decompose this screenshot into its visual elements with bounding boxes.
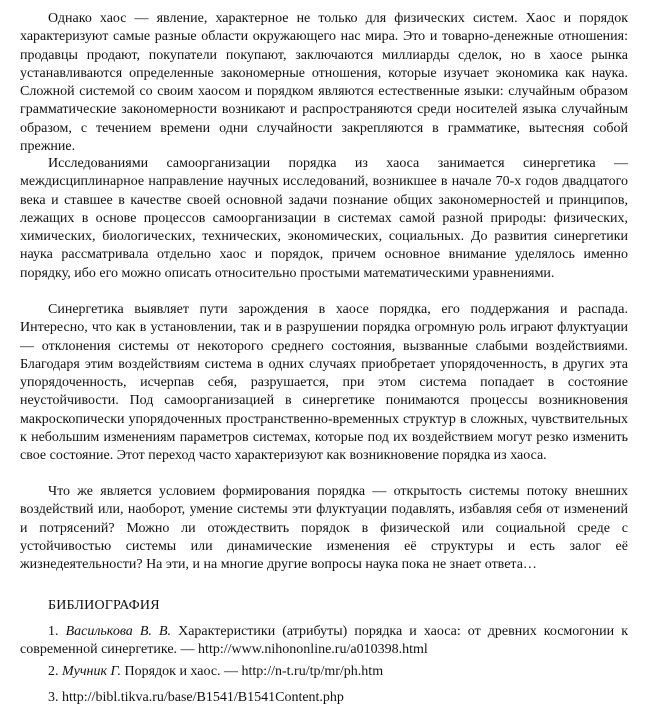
bibliography-number: 2.	[48, 664, 59, 679]
paragraph-chaos-systems: Однако хаос — явление, характерное не только для физических систем. Хаос и порядок характеризуют самые разные области окружающего нас мира. Это и товарно-денежные отношения: продавцы продают, покупатели покупают, заключаются миллиарды сделок, но в хаосе рынка устанавливаются определенные закономерные отношения, которые изучает экономика как наука. Сложной системой со своим хаосом и порядком являются естественные языки: случайным образом грамматические закономерности возникают и распространяются среди носителей языка случайным образом, с течением времени одни случайности закрепляются в грамматике, вытесняя собой прежние.	[20, 11, 628, 155]
bibliography-text: http://bibl.tikva.ru/base/B1541/B1541Content.php	[62, 690, 344, 705]
bibliography-item	[20, 623, 628, 660]
paragraph-fluctuations: Синергетика выявляет пути зарождения в хаосе порядка, его поддержания и распада. Интересно, что как в установлении, так и в разрушении порядка огромную роль играют флуктуации — отклонения системы от некоторого среднего состояния, вызванные слабыми воздействиями. Благодаря этим воздействиям система в одних случаях приобретает упорядоченность, в других эта упорядоченность, исчерпав себя, разрушается, при этом система попадает в состояние неустойчивости. Под самоорганизацией в синергетике понимаются процессы возникновения макроскопически упорядоченных пространственно-временных структур в сложных, чувствительных к небольшим изменениям параметров системах, которые под их воздействием могут резко изменить свое состояние. Этот переход часто характеризуют как возникновение порядка из хаоса.	[20, 302, 628, 464]
bibliography-text: Порядок и хаос. — http://n-t.ru/tp/mr/ph.htm	[124, 664, 384, 679]
paragraph-synergetics-definition: Исследованиями самоорганизации порядка из хаоса занимается синергетика — междисциплинарное направление научных исследований, возникшее в начале 70-х годов двадцатого века и ставшее в качестве своей основной задачи познание общих закономерностей и принципов, лежащих в основе процессов самоорганизации в системах самой разной природы: физических, химических, биологических, технических, экономических, социальных. До развития синергетики наука рассматривала отдельно хаос и порядок, причем основное внимание уделялось именно порядку, ибо его можно описать относительно простыми математическими уравнениями.	[20, 156, 628, 281]
bibliography-author: Мучник Г.	[62, 664, 121, 679]
bibliography-number: 1.	[48, 624, 59, 639]
bibliography-number: 3.	[48, 690, 59, 705]
bibliography-text: Характеристики (атрибуты) порядка и хаоса: от древних космогонии к современной синергетике. — http://www.nihononline.ru/a010398.html	[20, 624, 629, 658]
paragraph-open-questions: Что же является условием формирования порядка — открытость системы потоку внешних воздействий или, наоборот, умение системы эти флуктуации подавлять, избавляя себя от изменений и потрясений? Можно ли отождествить порядок в физической или социальной среде с устойчивостью системы или динамические изменения её структуры и есть залог её жизнедеятельности? На эти, и на многие другие вопросы наука пока не знает ответа…	[20, 484, 628, 573]
bibliography-author: Василькова В. В.	[65, 624, 172, 639]
bibliography-item	[20, 689, 628, 707]
bibliography-heading: БИБЛИОГРАФИЯ	[48, 598, 160, 613]
bibliography-item	[20, 663, 628, 681]
